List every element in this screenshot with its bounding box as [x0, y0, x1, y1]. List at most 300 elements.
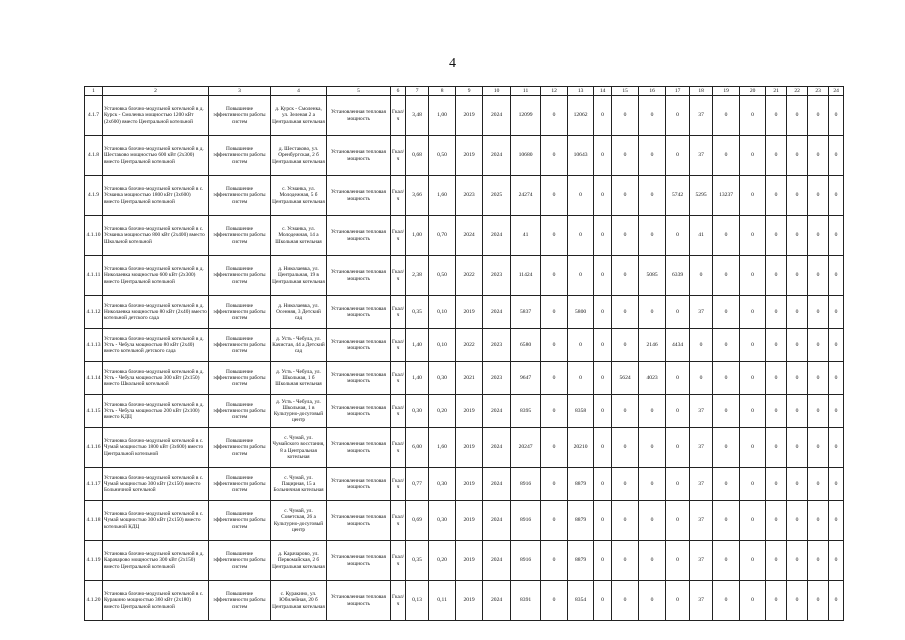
row-value: 0 — [666, 541, 690, 581]
column-number: 1 — [85, 87, 103, 96]
measures-table — [84, 86, 844, 621]
row-value: 41 — [690, 216, 713, 256]
row-value: 2023 — [483, 329, 511, 362]
row-unit: Гкал/ч — [391, 428, 406, 468]
page-number: 4 — [449, 56, 456, 71]
row-value: 2022 — [456, 329, 483, 362]
row-value: 0,20 — [429, 541, 456, 581]
column-number: 19 — [713, 87, 740, 96]
row-indicator: Установленная тепловая мощность — [327, 329, 391, 362]
row-address: д. Усть - Чебула, ул. Школьная, 1 в Культурно-досуговый центр — [271, 395, 327, 428]
row-description: Установка блочно-модульной котельной в с. Усманка мощностью 1800 кВт (3х600) вместо Центральной котельной — [103, 176, 209, 216]
row-effect: Повышение эффективности работы систем — [209, 541, 271, 581]
row-value: 0 — [808, 329, 829, 362]
row-value: 0 — [713, 468, 740, 501]
row-value: 8879 — [568, 501, 594, 541]
row-value: 0 — [787, 362, 808, 395]
row-value: 0 — [612, 581, 639, 621]
row-value: 0 — [612, 296, 639, 329]
row-value: 0 — [568, 176, 594, 216]
row-value: 0 — [766, 428, 787, 468]
row-value: 8354 — [568, 581, 594, 621]
row-value: 0 — [541, 216, 568, 256]
row-value: 0 — [568, 362, 594, 395]
row-value: 0 — [541, 468, 568, 501]
column-number: 23 — [808, 87, 829, 96]
row-value: 0 — [666, 136, 690, 176]
row-value: 0 — [740, 176, 766, 216]
row-value: 37 — [690, 501, 713, 541]
row-unit: Гкал/ч — [391, 501, 406, 541]
row-value: 2019 — [456, 501, 483, 541]
row-index: 4.1.9 — [85, 176, 103, 216]
row-description: Установка блочно-модульной котельной в д. Курск - Смоленка мощностью 1200 кВт (2х600) вместо Центральной котельной — [103, 96, 209, 136]
row-value: 0,11 — [429, 581, 456, 621]
row-value: 0 — [713, 581, 740, 621]
row-index: 4.1.16 — [85, 428, 103, 468]
column-number: 18 — [690, 87, 713, 96]
row-value: 0 — [766, 216, 787, 256]
row-index: 4.1.7 — [85, 96, 103, 136]
row-value: 0 — [594, 541, 612, 581]
table-row — [85, 329, 844, 362]
row-value: 2019 — [456, 296, 483, 329]
row-value: 0 — [713, 256, 740, 296]
row-value: 0 — [713, 395, 740, 428]
row-index: 4.1.14 — [85, 362, 103, 395]
row-description: Установка блочно-модульной котельной в д. Карачарово мощностью 300 кВт (2х150) вместо Центральной котельной — [103, 541, 209, 581]
row-unit: Гкал/ч — [391, 176, 406, 216]
row-index: 4.1.11 — [85, 256, 103, 296]
row-value: 2023 — [456, 176, 483, 216]
row-value: 0 — [594, 581, 612, 621]
row-effect: Повышение эффективности работы систем — [209, 362, 271, 395]
row-address: с. Чумай, ул. Советская, 26 а Культурно-досуговый центр — [271, 501, 327, 541]
row-value: 0 — [541, 296, 568, 329]
row-value: 5800 — [568, 296, 594, 329]
row-value: 0 — [740, 581, 766, 621]
row-value: 0 — [639, 136, 666, 176]
row-value: 0 — [766, 176, 787, 216]
row-value: 0 — [808, 541, 829, 581]
row-value: 2024 — [483, 541, 511, 581]
row-value: 0 — [713, 541, 740, 581]
row-value: 5742 — [666, 176, 690, 216]
row-value: 0 — [594, 96, 612, 136]
row-value: 0 — [612, 329, 639, 362]
row-value: 0,10 — [429, 296, 456, 329]
row-value: 0 — [713, 216, 740, 256]
row-value: 0 — [690, 256, 713, 296]
row-value: 0 — [541, 96, 568, 136]
row-address: д. Шестаково, ул. Оренбургская, 2 б Центральная котельная — [271, 136, 327, 176]
row-indicator: Установленная тепловая мощность — [327, 96, 391, 136]
row-address: д. Усть - Чебула, ул. Качистая, 44 а Детский сад — [271, 329, 327, 362]
row-effect: Повышение эффективности работы систем — [209, 329, 271, 362]
row-value: 0 — [713, 296, 740, 329]
column-number: 20 — [740, 87, 766, 96]
row-address: с. Усманка, ул. Молодежная, 14 а Школьная котельная — [271, 216, 327, 256]
row-value: 2019 — [456, 581, 483, 621]
row-value: 0 — [612, 96, 639, 136]
row-value: 12062 — [568, 96, 594, 136]
row-value: 0 — [787, 329, 808, 362]
row-value: 0 — [808, 468, 829, 501]
row-index: 4.1.20 — [85, 581, 103, 621]
row-unit: Гкал/ч — [391, 581, 406, 621]
row-value: 2019 — [456, 428, 483, 468]
row-value: 0 — [639, 541, 666, 581]
column-number-row — [85, 87, 844, 96]
row-value: 0,30 — [406, 395, 429, 428]
row-value: 3,48 — [406, 96, 429, 136]
row-address: с. Чумай, ул. Пацирная, 15 а Больничная котельная — [271, 468, 327, 501]
row-value: 0 — [829, 362, 844, 395]
row-effect: Повышение эффективности работы систем — [209, 216, 271, 256]
row-index: 4.1.10 — [85, 216, 103, 256]
row-value: 5837 — [511, 296, 541, 329]
column-number: 21 — [766, 87, 787, 96]
row-indicator: Установленная тепловая мощность — [327, 136, 391, 176]
row-value: 24274 — [511, 176, 541, 216]
row-effect: Повышение эффективности работы систем — [209, 96, 271, 136]
row-value: 0 — [541, 428, 568, 468]
row-indicator: Установленная тепловая мощность — [327, 362, 391, 395]
row-value: 0 — [568, 329, 594, 362]
row-value: 2019 — [456, 395, 483, 428]
row-value: 12099 — [511, 96, 541, 136]
row-indicator: Установленная тепловая мощность — [327, 256, 391, 296]
row-value: 0 — [612, 541, 639, 581]
row-indicator: Установленная тепловая мощность — [327, 501, 391, 541]
row-value: 1,40 — [406, 329, 429, 362]
row-value: 0 — [787, 541, 808, 581]
row-value: 0 — [713, 329, 740, 362]
row-value: 0,69 — [406, 501, 429, 541]
row-value: 1,60 — [429, 176, 456, 216]
row-value: 0 — [766, 501, 787, 541]
row-value: 2021 — [456, 362, 483, 395]
row-value: 0 — [787, 428, 808, 468]
row-description: Установка блочно-модульной котельной в с. Чумай мощностью 300 кВт (2х150) вместо Больничной котельной — [103, 468, 209, 501]
row-value: 11424 — [511, 256, 541, 296]
row-indicator: Установленная тепловая мощность — [327, 428, 391, 468]
row-description: Установка блочно-модульной котельной в с. Усманка мощностью 800 кВт (2х400) вместо Школьной котельной — [103, 216, 209, 256]
row-value: 0 — [766, 96, 787, 136]
row-value: 5624 — [612, 362, 639, 395]
row-value: 2022 — [456, 256, 483, 296]
row-value: 6,00 — [406, 428, 429, 468]
column-number: 4 — [271, 87, 327, 96]
column-number: 24 — [829, 87, 844, 96]
row-indicator: Установленная тепловая мощность — [327, 541, 391, 581]
row-value: 0 — [829, 96, 844, 136]
row-address: д. Николаевка, ул. Центральная, 19 в Центральная котельная — [271, 256, 327, 296]
column-number: 17 — [666, 87, 690, 96]
row-value: 0 — [666, 362, 690, 395]
column-number: 13 — [568, 87, 594, 96]
row-description: Установка блочно-модульной котельной в д. Усть - Чебула мощностью 80 кВт (2х40) вместо котельной детского сада — [103, 329, 209, 362]
row-unit: Гкал/ч — [391, 296, 406, 329]
row-value: 2146 — [639, 329, 666, 362]
row-address: с. Чумай, ул. Чумайского восстания, 8 а Центральная котельная — [271, 428, 327, 468]
row-value: 0 — [766, 362, 787, 395]
row-value: 0 — [690, 329, 713, 362]
row-value: 0,30 — [429, 468, 456, 501]
row-value: 0 — [541, 176, 568, 216]
row-index: 4.1.13 — [85, 329, 103, 362]
row-value: 0 — [594, 216, 612, 256]
row-value: 0 — [541, 541, 568, 581]
row-value: 6339 — [666, 256, 690, 296]
row-description: Установка блочно-модульной котельной в с. Куракино мощностью 360 кВт (2х180) вместо Центральной котельной — [103, 581, 209, 621]
row-description: Установка блочно-модульной котельной в д. Усть - Чебула мощностью 300 кВт (2х150) вместо Школьной котельной — [103, 362, 209, 395]
row-value: 20210 — [568, 428, 594, 468]
row-value: 0 — [740, 256, 766, 296]
row-description: Установка блочно-модульной котельной в с. Чумай мощностью 300 кВт (2х150) вместо котельной КДЦ — [103, 501, 209, 541]
row-effect: Повышение эффективности работы систем — [209, 136, 271, 176]
row-value: 0 — [541, 329, 568, 362]
row-value: 0 — [808, 395, 829, 428]
row-value: 0 — [713, 96, 740, 136]
table-row — [85, 96, 844, 136]
row-value: 0,30 — [429, 362, 456, 395]
row-value: 0 — [639, 176, 666, 216]
row-value: 0 — [612, 428, 639, 468]
table-row — [85, 176, 844, 216]
row-value: 0 — [541, 395, 568, 428]
row-value: 2024 — [483, 468, 511, 501]
row-value: 37 — [690, 96, 713, 136]
row-value: 0 — [666, 216, 690, 256]
row-value: 4023 — [639, 362, 666, 395]
row-value: 2023 — [483, 362, 511, 395]
row-value: 1,00 — [406, 216, 429, 256]
row-value: 0 — [568, 256, 594, 296]
row-value: 10680 — [511, 136, 541, 176]
row-value: 2,38 — [406, 256, 429, 296]
row-value: 0,30 — [429, 501, 456, 541]
row-unit: Гкал/ч — [391, 362, 406, 395]
row-value: 0 — [639, 395, 666, 428]
row-value: 2024 — [483, 296, 511, 329]
row-value: 0 — [829, 296, 844, 329]
row-value: 0 — [713, 136, 740, 176]
row-value: 0 — [766, 468, 787, 501]
row-value: 0 — [639, 428, 666, 468]
row-address: с. Усманка, ул. Молодежная, 5 б Центральная котельная — [271, 176, 327, 216]
row-value: 0 — [594, 136, 612, 176]
row-value: 0 — [612, 468, 639, 501]
row-value: 0 — [740, 329, 766, 362]
row-indicator: Установленная тепловая мощность — [327, 468, 391, 501]
row-effect: Повышение эффективности работы систем — [209, 256, 271, 296]
table-row — [85, 216, 844, 256]
row-value: 0 — [594, 468, 612, 501]
row-value: 0 — [829, 581, 844, 621]
row-unit: Гкал/ч — [391, 96, 406, 136]
row-value: 0 — [787, 468, 808, 501]
row-value: 2023 — [483, 256, 511, 296]
row-value: 2024 — [483, 216, 511, 256]
row-value: 0 — [829, 329, 844, 362]
row-index: 4.1.19 — [85, 541, 103, 581]
row-value: 0 — [808, 428, 829, 468]
row-value: 0 — [787, 96, 808, 136]
row-address: д. Николаевка, ул. Осенняя, 3 Детский сад — [271, 296, 327, 329]
row-value: 8916 — [511, 541, 541, 581]
table-row — [85, 468, 844, 501]
row-value: 0 — [829, 256, 844, 296]
row-value: 1,00 — [429, 96, 456, 136]
row-value: 0 — [829, 176, 844, 216]
row-value: 0,68 — [406, 136, 429, 176]
row-value: 0 — [740, 296, 766, 329]
row-value: 0 — [594, 256, 612, 296]
row-value: 0 — [766, 296, 787, 329]
row-value: 37 — [690, 541, 713, 581]
row-description: Установка блочно-модульной котельной в с. Чумай мощностью 1800 кВт (3х600) вместо Центральной котельной — [103, 428, 209, 468]
row-value: 0,70 — [429, 216, 456, 256]
row-effect: Повышение эффективности работы систем — [209, 428, 271, 468]
row-effect: Повышение эффективности работы систем — [209, 176, 271, 216]
column-number: 8 — [429, 87, 456, 96]
row-value: 0 — [829, 541, 844, 581]
column-number: 16 — [639, 87, 666, 96]
row-value: 0 — [808, 136, 829, 176]
row-value: 5295 — [690, 176, 713, 216]
row-value: 0 — [541, 501, 568, 541]
row-unit: Гкал/ч — [391, 256, 406, 296]
row-value: 20247 — [511, 428, 541, 468]
row-value: 0 — [666, 428, 690, 468]
row-value: 0 — [666, 468, 690, 501]
row-indicator: Установленная тепловая мощность — [327, 296, 391, 329]
row-value: 0 — [612, 395, 639, 428]
row-value: 9647 — [511, 362, 541, 395]
row-value: 2019 — [456, 136, 483, 176]
row-value: 0 — [713, 501, 740, 541]
row-index: 4.1.8 — [85, 136, 103, 176]
row-value: 0 — [740, 501, 766, 541]
row-value: 0 — [766, 395, 787, 428]
row-value: 0 — [787, 501, 808, 541]
row-value: 0 — [639, 96, 666, 136]
row-unit: Гкал/ч — [391, 541, 406, 581]
row-value: 2024 — [483, 96, 511, 136]
row-value: 3,66 — [406, 176, 429, 216]
row-value: 0 — [787, 216, 808, 256]
row-value: 0 — [766, 581, 787, 621]
row-value: 8916 — [511, 501, 541, 541]
row-value: 2019 — [456, 96, 483, 136]
row-value: 2024 — [483, 501, 511, 541]
column-number: 12 — [541, 87, 568, 96]
column-number: 22 — [787, 87, 808, 96]
row-value: 0 — [639, 216, 666, 256]
row-value: 0 — [808, 581, 829, 621]
row-value: 37 — [690, 136, 713, 176]
row-value: 0 — [666, 501, 690, 541]
row-value: 0,50 — [429, 256, 456, 296]
row-value: 0 — [808, 362, 829, 395]
table-row — [85, 296, 844, 329]
row-value: 0 — [740, 541, 766, 581]
row-value: 0 — [666, 395, 690, 428]
row-value: 2024 — [456, 216, 483, 256]
column-number: 6 — [391, 87, 406, 96]
row-value: 1,60 — [429, 428, 456, 468]
row-value: 0 — [541, 136, 568, 176]
row-value: 8391 — [511, 581, 541, 621]
row-description: Установка блочно-модульной котельной в д. Николаевка мощностью 80 кВт (2х40) вместо котельной детского сада — [103, 296, 209, 329]
row-indicator: Установленная тепловая мощность — [327, 176, 391, 216]
row-value: 8879 — [568, 541, 594, 581]
row-value: 0 — [612, 501, 639, 541]
row-value: 10643 — [568, 136, 594, 176]
row-value: 0 — [829, 501, 844, 541]
row-value: 6580 — [511, 329, 541, 362]
row-value: 0,13 — [406, 581, 429, 621]
table-row — [85, 362, 844, 395]
row-unit: Гкал/ч — [391, 329, 406, 362]
column-number: 11 — [511, 87, 541, 96]
row-value: 0 — [829, 468, 844, 501]
row-effect: Повышение эффективности работы систем — [209, 501, 271, 541]
column-number: 2 — [103, 87, 209, 96]
row-value: 0 — [740, 428, 766, 468]
row-value: 0 — [787, 296, 808, 329]
row-value: 37 — [690, 581, 713, 621]
column-number: 10 — [483, 87, 511, 96]
column-number: 5 — [327, 87, 391, 96]
row-value: 4434 — [666, 329, 690, 362]
row-value: 0 — [829, 395, 844, 428]
row-address: д. Курск - Смоленка, ул. Зеленая 2 а Центральная котельная — [271, 96, 327, 136]
row-address: с. Куракино, ул. Юбилейная, 20 б Центральная котельная — [271, 581, 327, 621]
row-value: 0 — [594, 501, 612, 541]
row-value: 0 — [666, 581, 690, 621]
row-value: 0 — [639, 296, 666, 329]
row-value: 8358 — [568, 395, 594, 428]
row-value: 0 — [594, 428, 612, 468]
row-value: 0 — [787, 136, 808, 176]
row-address: д. Усть - Чебула, ул. Школьная, 1 б Школьная котельная — [271, 362, 327, 395]
row-value: 0 — [740, 395, 766, 428]
row-value: 1,40 — [406, 362, 429, 395]
row-value: 0 — [808, 176, 829, 216]
table-row — [85, 395, 844, 428]
row-value: 2019 — [456, 468, 483, 501]
row-value: 8916 — [511, 468, 541, 501]
row-effect: Повышение эффективности работы систем — [209, 395, 271, 428]
row-value: 13237 — [713, 176, 740, 216]
row-index: 4.1.18 — [85, 501, 103, 541]
row-indicator: Установленная тепловая мощность — [327, 216, 391, 256]
row-value: 0 — [766, 136, 787, 176]
table-row — [85, 428, 844, 468]
row-value: 0 — [612, 256, 639, 296]
row-value: 0 — [740, 136, 766, 176]
column-number: 7 — [406, 87, 429, 96]
row-value: 0,35 — [406, 296, 429, 329]
row-value: 0 — [740, 362, 766, 395]
table-row — [85, 256, 844, 296]
table-row — [85, 581, 844, 621]
row-value: 0 — [690, 362, 713, 395]
row-value: 0 — [594, 176, 612, 216]
row-unit: Гкал/ч — [391, 136, 406, 176]
